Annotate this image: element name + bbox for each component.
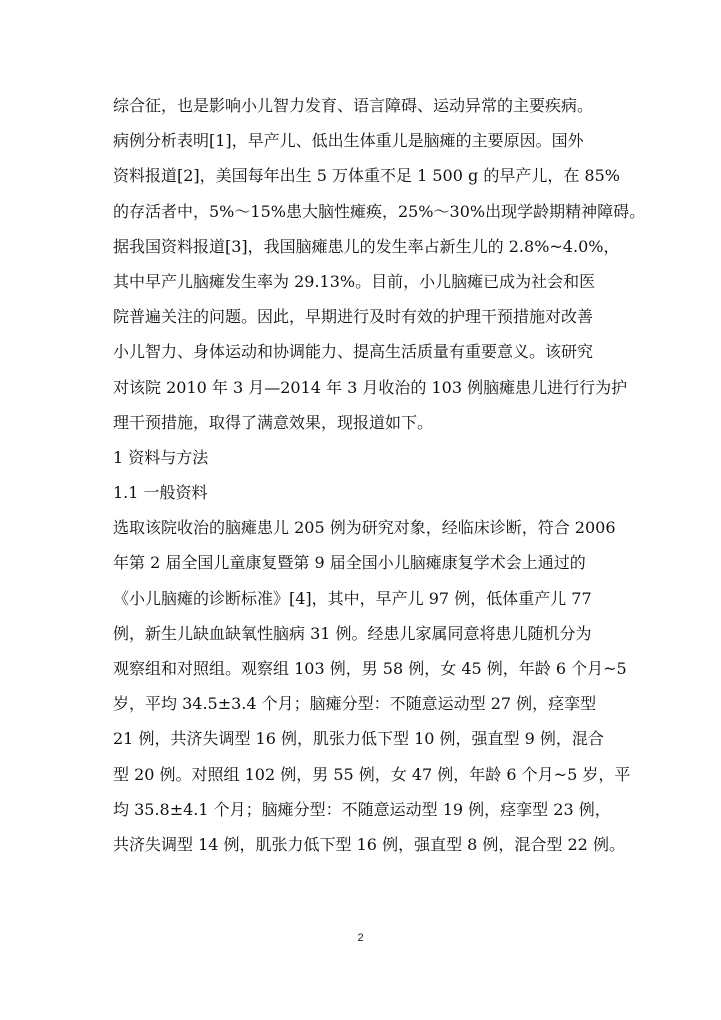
- text-line: 年第 2 届全国儿童康复暨第 9 届全国小儿脑瘫康复学术会上通过的: [113, 553, 586, 573]
- page-number: 2: [357, 932, 364, 944]
- text-line: 病例分析表明[1]，早产儿、低出生体重儿是脑瘫的主要原因。国外: [113, 131, 584, 151]
- text-line: 对该院 2010 年 3 月—2014 年 3 月收治的 103 例脑瘫患儿进行行为护: [113, 377, 628, 397]
- text-line: 例，新生儿缺血缺氧性脑病 31 例。经患儿家属同意将患儿随机分为: [113, 623, 592, 643]
- text-line: 院普遍关注的问题。因此，早期进行及时有效的护理干预措施对改善: [113, 307, 594, 327]
- text-line: 选取该院收治的脑瘫患儿 205 例为研究对象，经临床诊断，符合 2006: [113, 518, 616, 538]
- text-line: 理干预措施，取得了满意效果，现报道如下。: [113, 412, 434, 432]
- text-line: 的存活者中，5%～15%患大脑性瘫痪，25%～30%出现学龄期精神障碍。: [113, 201, 646, 221]
- text-line: 据我国资料报道[3]，我国脑瘫患儿的发生率占新生儿的 2.8%~4.0%，: [113, 236, 620, 256]
- text-line: 小儿智力、身体运动和协调能力、提高生活质量有重要意义。该研究: [113, 342, 594, 362]
- text-line: 型 20 例。对照组 102 例，男 55 例，女 47 例，年龄 6 个月~5 岁，平: [113, 764, 631, 784]
- text-line: 资料报道[2]，美国每年出生 5 万体重不足 1 500 g 的早产儿，在 85%: [113, 166, 620, 186]
- subsection-heading: 1.1 一般资料: [113, 483, 208, 503]
- text-line: 其中早产儿脑瘫发生率为 29.13%。目前，小儿脑瘫已成为社会和医: [113, 271, 596, 291]
- text-line: 共济失调型 14 例，肌张力低下型 16 例，强直型 8 例，混合型 22 例。: [113, 834, 625, 854]
- text-line: 均 35.8±4.1 个月；脑瘫分型：不随意运动型 19 例，痉挛型 23 例，: [113, 799, 611, 819]
- text-line: 21 例，共济失调型 16 例，肌张力低下型 10 例，强直型 9 例，混合: [113, 729, 604, 749]
- body-text: [113, 88, 646, 862]
- text-line: 岁，平均 34.5±3.4 个月；脑瘫分型：不随意运动型 27 例，痉挛型: [113, 694, 597, 714]
- text-line: 观察组和对照组。观察组 103 例，男 58 例，女 45 例，年龄 6 个月~5: [113, 659, 627, 678]
- text-line: 《小儿脑瘫的诊断标准》[4]，其中，早产儿 97 例，低体重产儿 77: [113, 588, 592, 608]
- text-line: 综合征，也是影响小儿智力发育、语言障碍、运动异常的主要疾病。: [113, 96, 594, 115]
- section-heading: 1 资料与方法: [113, 447, 209, 467]
